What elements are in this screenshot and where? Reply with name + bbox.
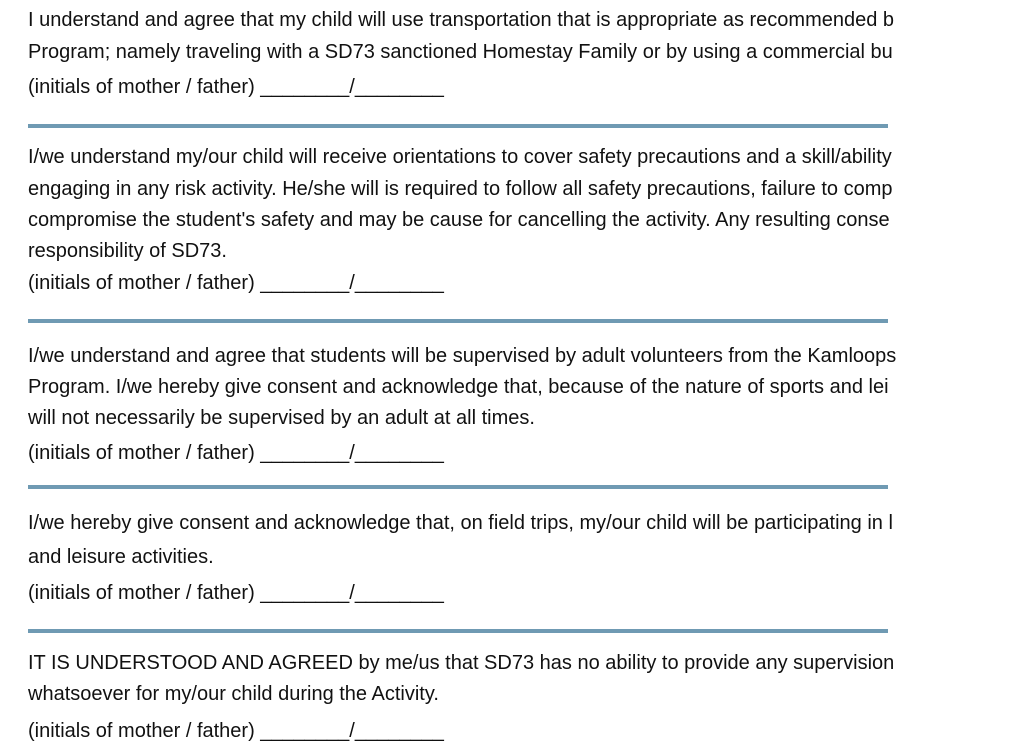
paragraph-line: IT IS UNDERSTOOD AND AGREED by me/us that SD73 has no ability to provide any supervision xyxy=(28,652,895,674)
paragraph-line: Program; namely traveling with a SD73 sanctioned Homestay Family or by using a commercial bu xyxy=(28,41,893,63)
paragraph-line: I/we hereby give consent and acknowledge that, on field trips, my/our child will be participating in l xyxy=(28,512,893,534)
divider xyxy=(28,319,888,323)
initials-field[interactable]: (initials of mother / father) ________/________ xyxy=(28,442,444,464)
paragraph-line: Program. I/we hereby give consent and acknowledge that, because of the nature of sports and lei xyxy=(28,376,889,398)
paragraph-line: whatsoever for my/our child during the Activity. xyxy=(28,683,439,705)
paragraph-line: I/we understand my/our child will receive orientations to cover safety precautions and a skill/ability xyxy=(28,146,892,168)
paragraph-line: compromise the student's safety and may be cause for cancelling the activity. Any resulting conse xyxy=(28,209,890,231)
initials-field[interactable]: (initials of mother / father) ________/________ xyxy=(28,720,444,742)
divider xyxy=(28,629,888,633)
initials-field[interactable]: (initials of mother / father) ________/________ xyxy=(28,582,444,604)
divider xyxy=(28,124,888,128)
divider xyxy=(28,485,888,489)
paragraph-line: will not necessarily be supervised by an adult at all times. xyxy=(28,407,535,429)
paragraph-line: I understand and agree that my child will use transportation that is appropriate as recommended b xyxy=(28,9,895,31)
paragraph-line: and leisure activities. xyxy=(28,546,214,568)
paragraph-line: engaging in any risk activity. He/she will is required to follow all safety precautions, failure to comp xyxy=(28,178,893,200)
paragraph-line: I/we understand and agree that students will be supervised by adult volunteers from the Kamloops xyxy=(28,345,897,367)
paragraph-line: responsibility of SD73. xyxy=(28,240,227,262)
initials-field[interactable]: (initials of mother / father) ________/________ xyxy=(28,76,444,98)
initials-field[interactable]: (initials of mother / father) ________/________ xyxy=(28,272,444,294)
